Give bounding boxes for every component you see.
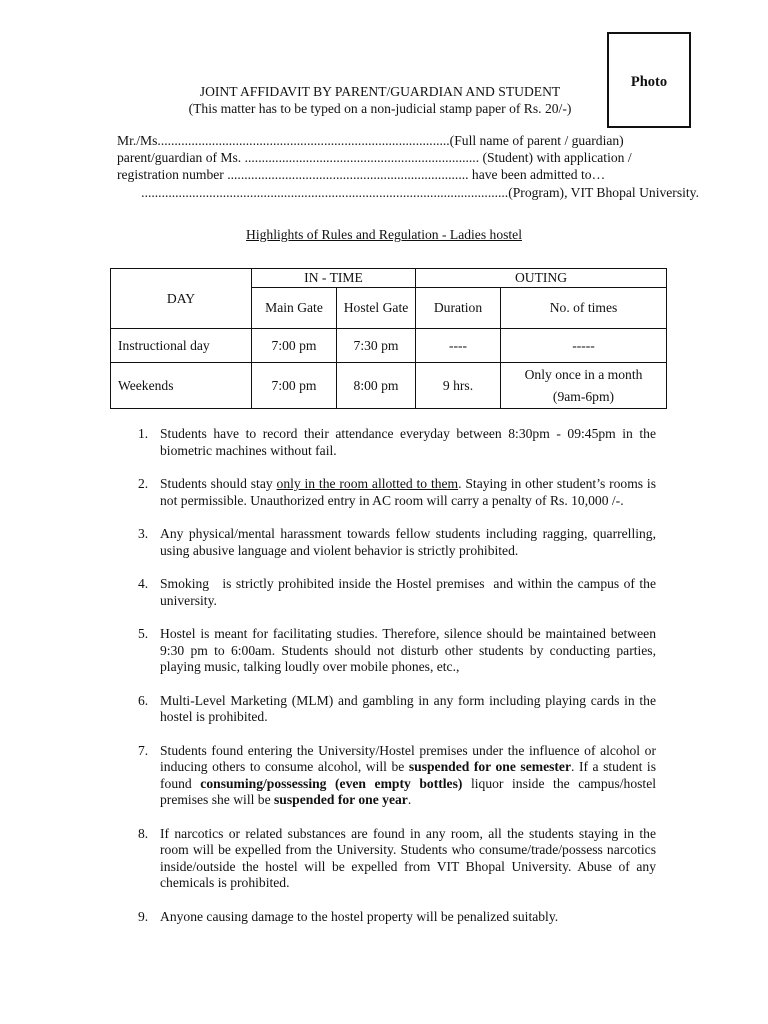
cell-duration: ---- (416, 329, 501, 363)
rule-number: 3. (138, 526, 149, 541)
highlights-heading-text: Highlights of Rules and Regulation - Ladies hostel (246, 227, 522, 242)
rule-number: 9. (138, 908, 149, 924)
cell-day: Instructional day (111, 329, 252, 363)
rule-bold-text: suspended for one semester (408, 759, 571, 774)
cell-no-of-times-line1: Only once in a month (524, 366, 643, 382)
rule-number: 8. (138, 825, 149, 841)
affidavit-title (120, 84, 640, 117)
rule-item (138, 826, 656, 892)
cell-hostel-gate: 7:30 pm (337, 329, 416, 363)
rule-text-part: Students found entering the University/Hostel premises under the influence of alcohol or inducing others to consume alcohol, will be (160, 742, 656, 774)
hostel-timing-table (110, 268, 667, 409)
rule-text-part: Students should stay (160, 476, 277, 491)
form-line-registration: registration number ....................................................................... have been admitted to… (117, 167, 606, 182)
header-outing: OUTING (416, 269, 667, 288)
rule-item (138, 526, 656, 559)
rule-text-part: . If a student is found (160, 759, 656, 791)
rule-text (160, 476, 656, 508)
rule-number: 5. (138, 626, 149, 641)
rule-text: Anyone causing damage to the hostel property will be penalized suitably. (160, 908, 559, 924)
rule-number: 4. (138, 576, 149, 591)
rule-number: 6. (138, 692, 149, 708)
rule-number: 7. (138, 742, 149, 758)
rule-text (160, 743, 656, 808)
cell-main-gate: 7:00 pm (252, 363, 337, 409)
rule-text-part: . (407, 792, 412, 807)
header-hostel-gate: Hostel Gate (337, 288, 416, 329)
rule-text: Multi-Level Marketing (MLM) and gambling in any form including playing cards in the hostel is prohibited. (160, 692, 656, 724)
table-row (111, 363, 667, 409)
rule-text: Students have to record their attendance everyday between 8:30pm - 09:45pm in the biometric machines without fail. (160, 426, 656, 458)
cell-main-gate: 7:00 pm (252, 329, 337, 363)
rule-bold-text: consuming/possessing (even empty bottles) (200, 775, 463, 791)
title-line-1: JOINT AFFIDAVIT BY PARENT/GUARDIAN AND STUDENT (199, 84, 561, 99)
rule-item (138, 626, 656, 676)
header-day: DAY (111, 269, 252, 329)
cell-day: Weekends (111, 363, 252, 409)
header-main-gate: Main Gate (252, 288, 337, 329)
rule-bold-text: suspended for one year (274, 792, 408, 807)
rule-number: 2. (138, 476, 149, 491)
rule-text-part: liquor inside the campus/hostel premises she will be (160, 775, 657, 807)
cell-duration: 9 hrs. (416, 363, 501, 409)
rule-item (138, 693, 656, 726)
header-no-of-times: No. of times (501, 288, 667, 329)
header-in-time: IN - TIME (252, 269, 416, 288)
table-row (111, 329, 667, 363)
rule-text: Hostel is meant for facilitating studies. Therefore, silence should be maintained between 9:30 pm to 6:00am. Students should not disturb other students by conducting parties, playing music, talking loudly over mobile phones, etc., (160, 626, 656, 674)
form-line-parent-name: Mr./Ms......................................................................................(Full name of parent / guardian) (117, 133, 624, 148)
photo-label: Photo (630, 74, 668, 90)
rule-item (138, 909, 656, 926)
cell-no-of-times-line2: (9am-6pm) (552, 388, 615, 404)
cell-no-of-times (501, 329, 667, 363)
form-line-student-name: parent/guardian of Ms. ..................................................................... (Student) with application / (117, 150, 632, 165)
rule-text-part: . Staying in other student’s rooms is not permissible. Unauthorized entry in AC room will carry a penalty of Rs. 10,000 /-. (160, 476, 656, 508)
rule-underlined-text: only in the room allotted to them (276, 476, 459, 491)
rule-text: If narcotics or related substances are found in any room, all the students staying in the room will be expelled from the University. Students who consume/trade/possess narcotics inside/outside the hostel will be expelled from VIT Bhopal University. Abuse of any chemicals is prohibited. (160, 825, 656, 890)
rule-item (138, 476, 656, 509)
rules-list (138, 426, 660, 942)
rule-text: Smoking is strictly prohibited inside the Hostel premises and within the campus of the university. (160, 576, 660, 608)
title-line-2: (This matter has to be typed on a non-judicial stamp paper of Rs. 20/-) (188, 100, 572, 116)
header-duration: Duration (416, 288, 501, 329)
highlights-heading (0, 227, 768, 244)
form-line-program: ............................................................................................................(Program), VIT Bhopal University. (141, 185, 699, 200)
rule-text: Any physical/mental harassment towards fellow students including ragging, quarrelling, using abusive language and violent behavior is strictly prohibited. (160, 526, 656, 558)
rule-item (138, 426, 656, 459)
rule-item (138, 576, 660, 609)
rule-item (138, 743, 656, 809)
cell-hostel-gate: 8:00 pm (337, 363, 416, 409)
cell-no-of-times (501, 363, 667, 409)
rule-number: 1. (138, 426, 149, 441)
cell-no-of-times-line1: ----- (572, 337, 595, 353)
